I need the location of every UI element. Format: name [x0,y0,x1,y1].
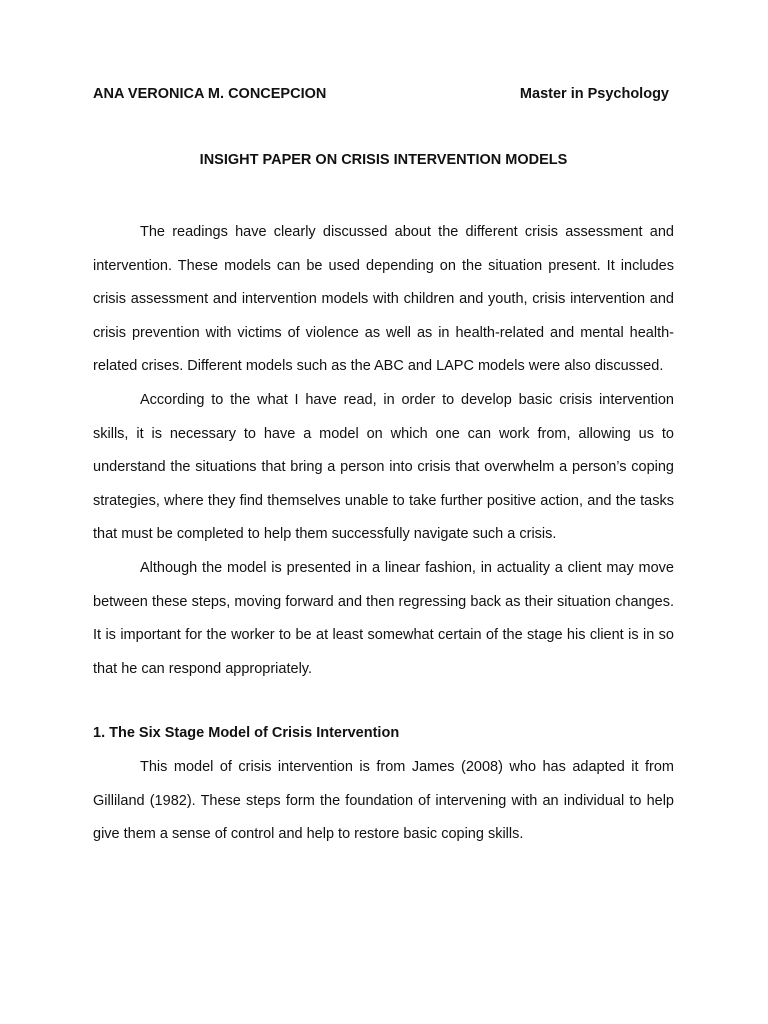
author-name: ANA VERONICA M. CONCEPCION [93,86,327,102]
paragraph-readings: The readings have clearly discussed about the different crisis assessment and intervention. These models can be used depending on the situation present. It includes crisis assessment and intervention models with children and youth, crisis intervention and crisis prevention with victims of violence as well as in health-related and mental health-related crises. Different models such as the ABC and LAPC models were also discussed. [93,224,674,375]
document-body [93,216,674,852]
degree-program: Master in Psychology [519,86,669,102]
section-heading: 1. The Six Stage Model of Crisis Intervention [93,725,400,742]
paragraph-linear-model: Although the model is presented in a linear fashion, in actuality a client may move between these steps, moving forward and then regressing back as their situation changes. It is important for the worker to be at least somewhat certain of the stage his client is in so that he can respond appropriately. [93,559,674,677]
document-header [93,86,669,106]
paragraph-six-stage-model: This model of crisis intervention is from James (2008) who has adapted it from Gilliland (1982). These steps form the foundation of intervening with an individual to help give them a sense of control and help to restore basic coping skills. [93,758,674,843]
paragraph-skills: According to the what I have read, in order to develop basic crisis intervention skills, it is necessary to have a model on which one can work from, allowing us to understand the situations that bring a person into crisis that overwhelm a person’s coping strategies, where they find themselves unable to take further positive action, and the tasks that must be completed to help them successfully navigate such a crisis. [93,391,674,543]
paper-title: INSIGHT PAPER ON CRISIS INTERVENTION MODELS [199,152,568,168]
